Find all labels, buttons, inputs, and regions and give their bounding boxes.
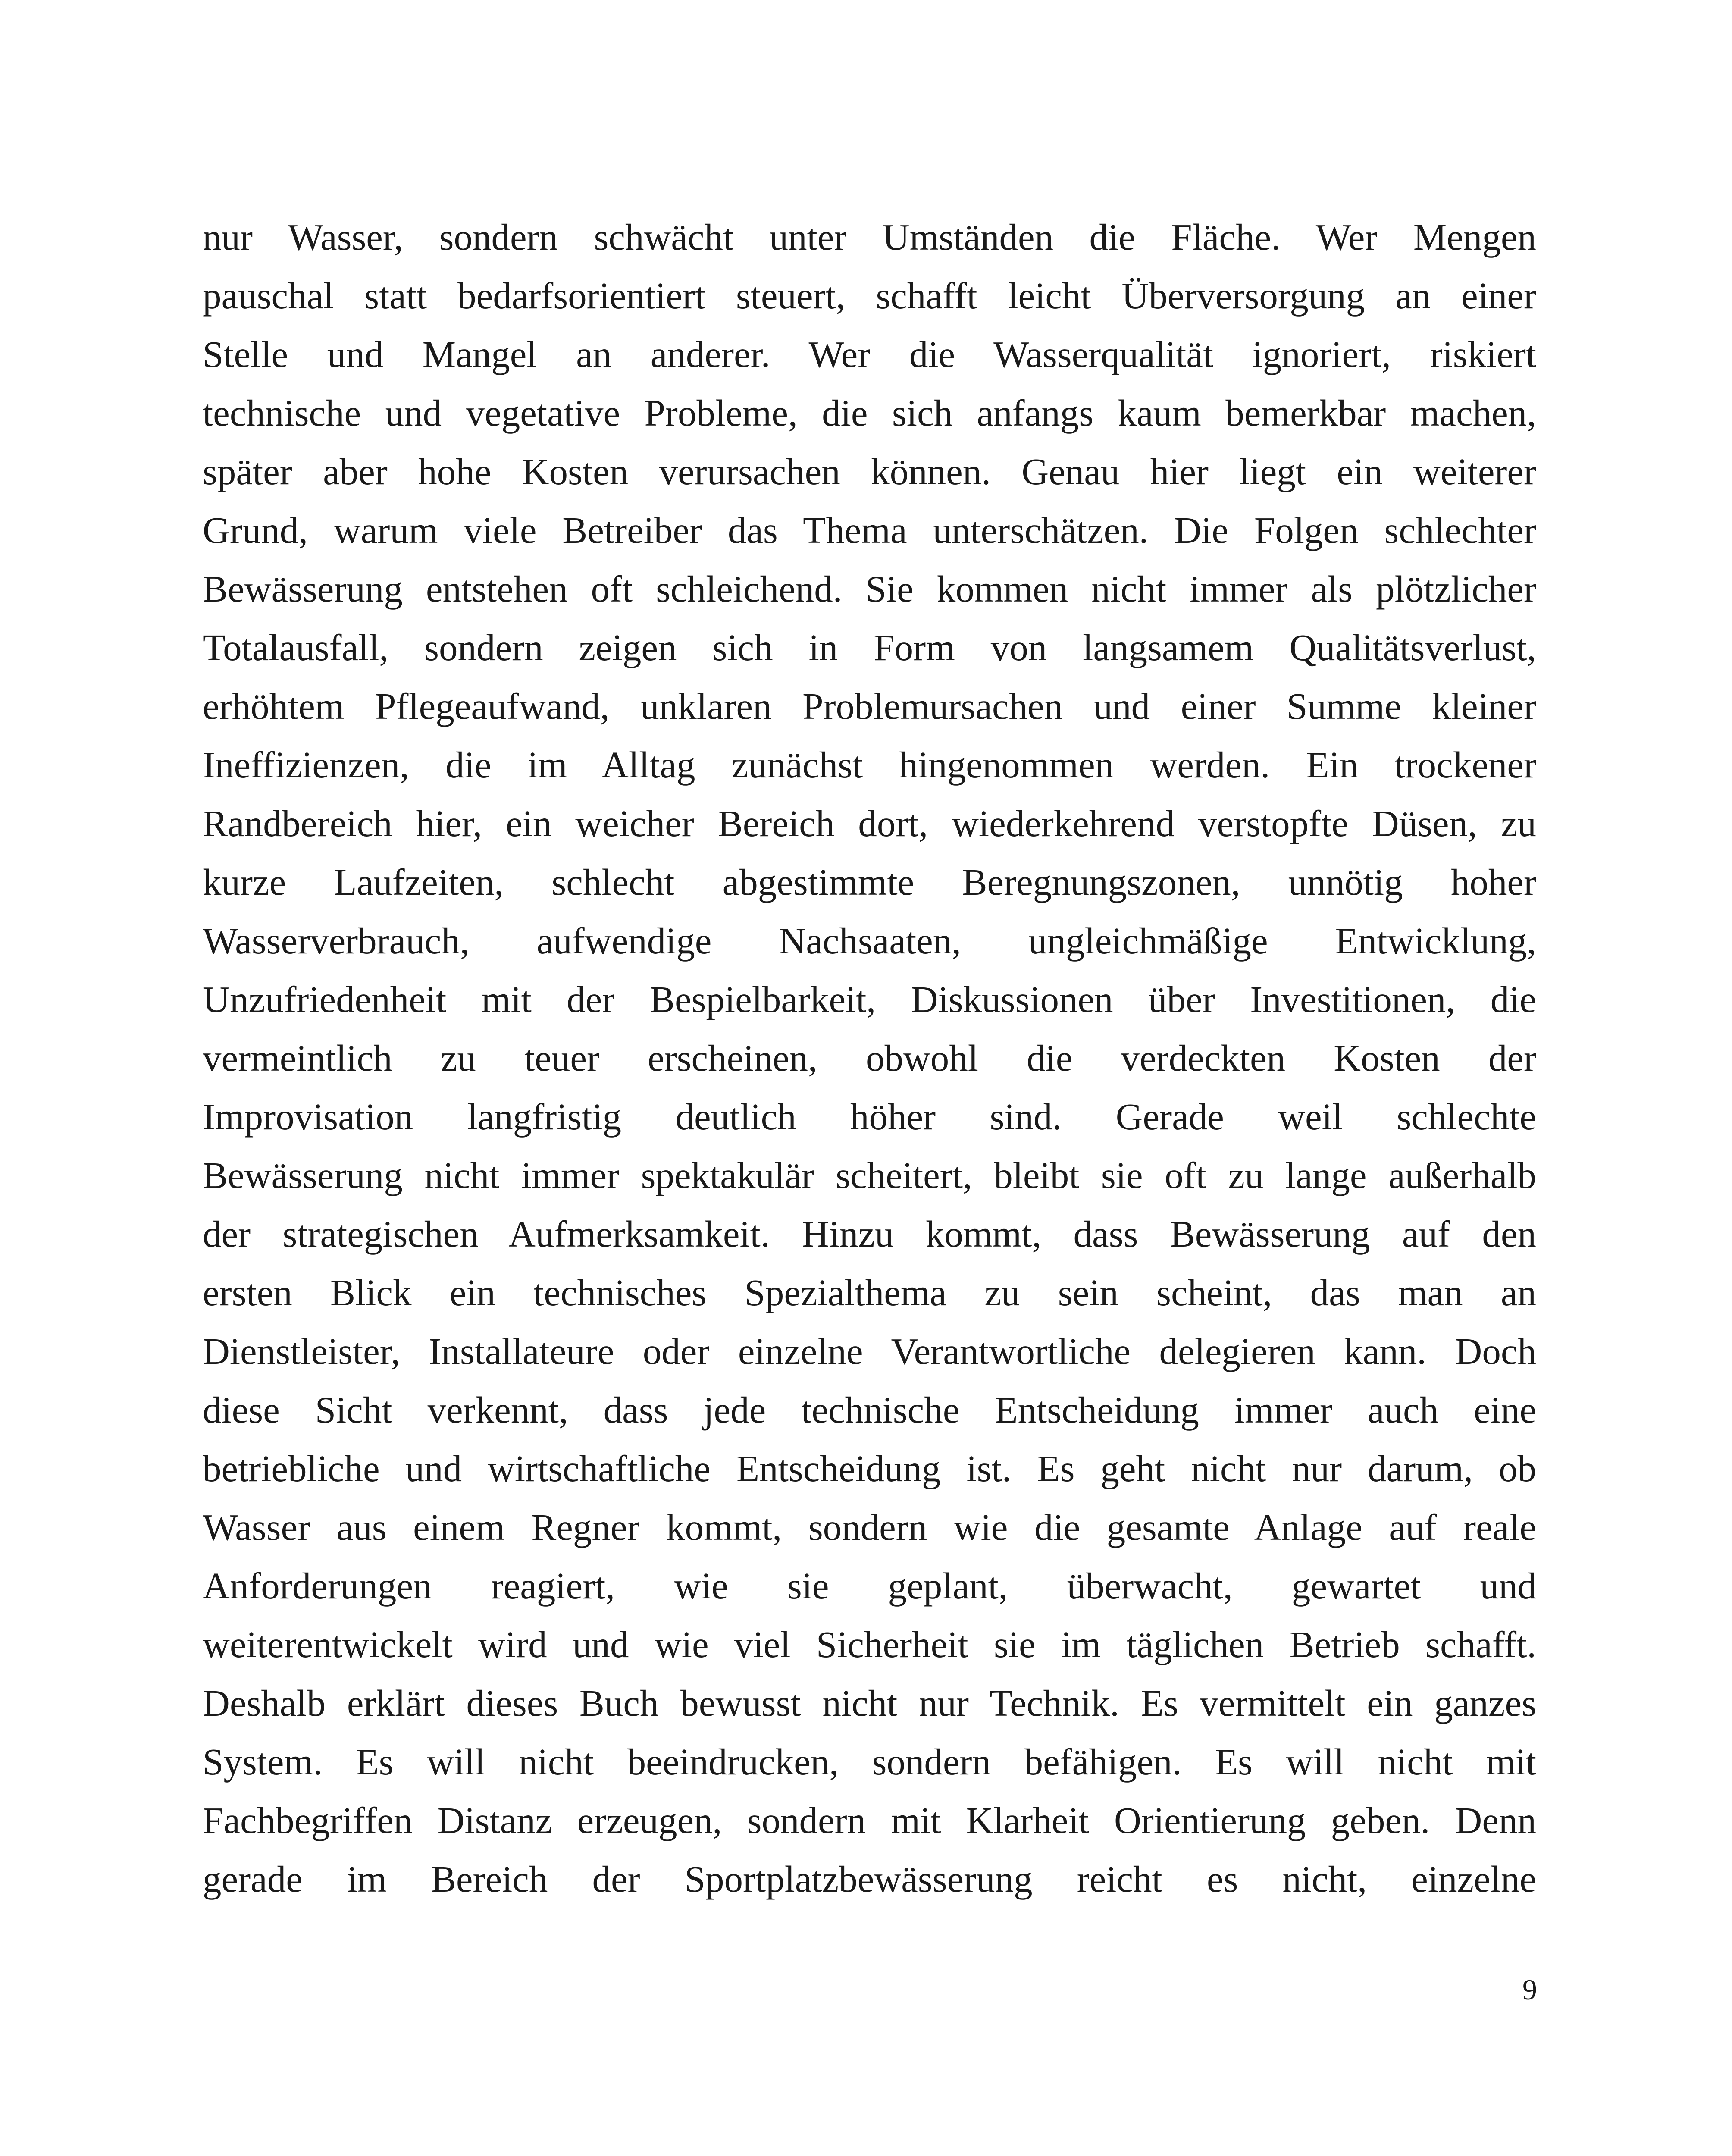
text-line: gerade im Bereich der Sportplatzbewässerung reicht es nicht, einzelne [203, 1858, 1536, 1900]
text-line: später aber hohe Kosten verursachen können. Genau hier liegt ein weiterer [203, 451, 1536, 492]
text-line: Anforderungen reagiert, wie sie geplant, überwacht, gewartet und [203, 1565, 1536, 1607]
text-line: Grund, warum viele Betreiber das Thema unterschätzen. Die Folgen schlechter [203, 509, 1536, 551]
text-line: ersten Blick ein technisches Spezialthema zu sein scheint, das man an [203, 1272, 1536, 1313]
text-line: Totalausfall, sondern zeigen sich in Form von langsamem Qualitätsverlust, [203, 627, 1536, 668]
body-text [203, 208, 1536, 1908]
text-line: der strategischen Aufmerksamkeit. Hinzu kommt, dass Bewässerung auf den [203, 1213, 1536, 1255]
text-line: vermeintlich zu teuer erscheinen, obwohl die verdeckten Kosten der [203, 1037, 1536, 1079]
text-line: System. Es will nicht beeindrucken, sondern befähigen. Es will nicht mit [203, 1741, 1536, 1783]
page-number: 9 [1522, 1973, 1537, 2006]
text-line: Improvisation langfristig deutlich höher sind. Gerade weil schlechte [203, 1096, 1536, 1138]
text-line: betriebliche und wirtschaftliche Entscheidung ist. Es geht nicht nur darum, ob [203, 1448, 1536, 1489]
text-line: Stelle und Mangel an anderer. Wer die Wasserqualität ignoriert, riskiert [203, 333, 1536, 375]
text-line: weiterentwickelt wird und wie viel Sicherheit sie im täglichen Betrieb schafft. [203, 1623, 1536, 1665]
text-line: pauschal statt bedarfsorientiert steuert, schafft leicht Überversorgung an einer [203, 275, 1536, 317]
text-line: Bewässerung nicht immer spektakulär scheitert, bleibt sie oft zu lange außerhalb [203, 1154, 1536, 1196]
text-line: Randbereich hier, ein weicher Bereich dort, wiederkehrend verstopfte Düsen, zu [203, 802, 1536, 844]
text-line: kurze Laufzeiten, schlecht abgestimmte Beregnungszonen, unnötig hoher [203, 861, 1536, 903]
text-line: Fachbegriffen Distanz erzeugen, sondern mit Klarheit Orientierung geben. Denn [203, 1799, 1536, 1841]
text-line: Wasserverbrauch, aufwendige Nachsaaten, ungleichmäßige Entwicklung, [203, 920, 1536, 962]
text-line: Deshalb erklärt dieses Buch bewusst nicht nur Technik. Es vermittelt ein ganzes [203, 1682, 1536, 1724]
text-line: diese Sicht verkennt, dass jede technische Entscheidung immer auch eine [203, 1389, 1536, 1431]
text-line: Dienstleister, Installateure oder einzelne Verantwortliche delegieren kann. Doch [203, 1330, 1536, 1372]
text-line: Ineffizienzen, die im Alltag zunächst hingenommen werden. Ein trockener [203, 744, 1536, 786]
text-line: erhöhtem Pflegeaufwand, unklaren Problemursachen und einer Summe kleiner [203, 685, 1536, 727]
text-line: technische und vegetative Probleme, die sich anfangs kaum bemerkbar machen, [203, 392, 1536, 434]
text-line: Bewässerung entstehen oft schleichend. Sie kommen nicht immer als plötzlicher [203, 568, 1536, 610]
text-line: nur Wasser, sondern schwächt unter Umständen die Fläche. Wer Mengen [203, 216, 1536, 258]
text-line: Wasser aus einem Regner kommt, sondern wie die gesamte Anlage auf reale [203, 1506, 1536, 1548]
text-line: Unzufriedenheit mit der Bespielbarkeit, Diskussionen über Investitionen, die [203, 978, 1536, 1020]
